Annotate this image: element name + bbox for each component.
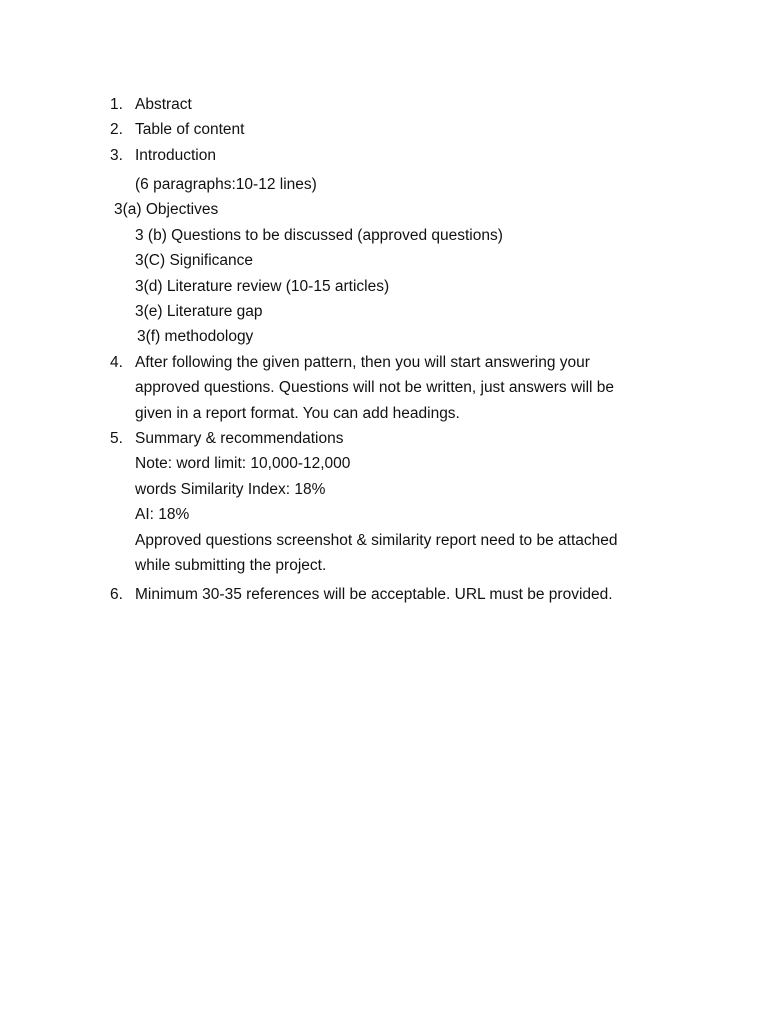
- list-item-pattern-line-1: After following the given pattern, then you will start answering your: [135, 354, 590, 371]
- list-number: 6.: [110, 586, 123, 603]
- list-item-abstract: Abstract: [135, 96, 192, 113]
- subitem-literature-review: 3(d) Literature review (10-15 articles): [135, 278, 390, 295]
- note-similarity-index: words Similarity Index: 18%: [135, 481, 326, 498]
- subitem-literature-gap: 3(e) Literature gap: [135, 303, 263, 320]
- subitem-significance: 3(C) Significance: [135, 252, 254, 269]
- intro-note: (6 paragraphs:10-12 lines): [135, 176, 317, 193]
- subitem-objectives: 3(a) Objectives: [114, 201, 219, 218]
- note-word-limit: Note: word limit: 10,000-12,000: [135, 455, 351, 472]
- note-ai: AI: 18%: [135, 506, 190, 523]
- subitem-methodology: 3(f) methodology: [137, 328, 254, 345]
- list-item-introduction: Introduction: [135, 147, 216, 164]
- list-number: 2.: [110, 121, 123, 138]
- list-item-table-of-content: Table of content: [135, 121, 245, 138]
- list-number: 4.: [110, 354, 123, 371]
- subitem-questions: 3 (b) Questions to be discussed (approved questions): [135, 227, 503, 244]
- list-item-pattern-line-2: approved questions. Questions will not be written, just answers will be: [135, 379, 615, 396]
- list-item-references: Minimum 30-35 references will be acceptable. URL must be provided.: [135, 586, 613, 603]
- list-item-pattern-line-3: given in a report format. You can add headings.: [135, 405, 460, 422]
- list-number: 3.: [110, 147, 123, 164]
- list-number: 1.: [110, 96, 123, 113]
- list-item-summary: Summary & recommendations: [135, 430, 344, 447]
- note-attachment-line-2: while submitting the project.: [135, 557, 327, 574]
- note-attachment-line-1: Approved questions screenshot & similarity report need to be attached: [135, 532, 618, 549]
- list-number: 5.: [110, 430, 123, 447]
